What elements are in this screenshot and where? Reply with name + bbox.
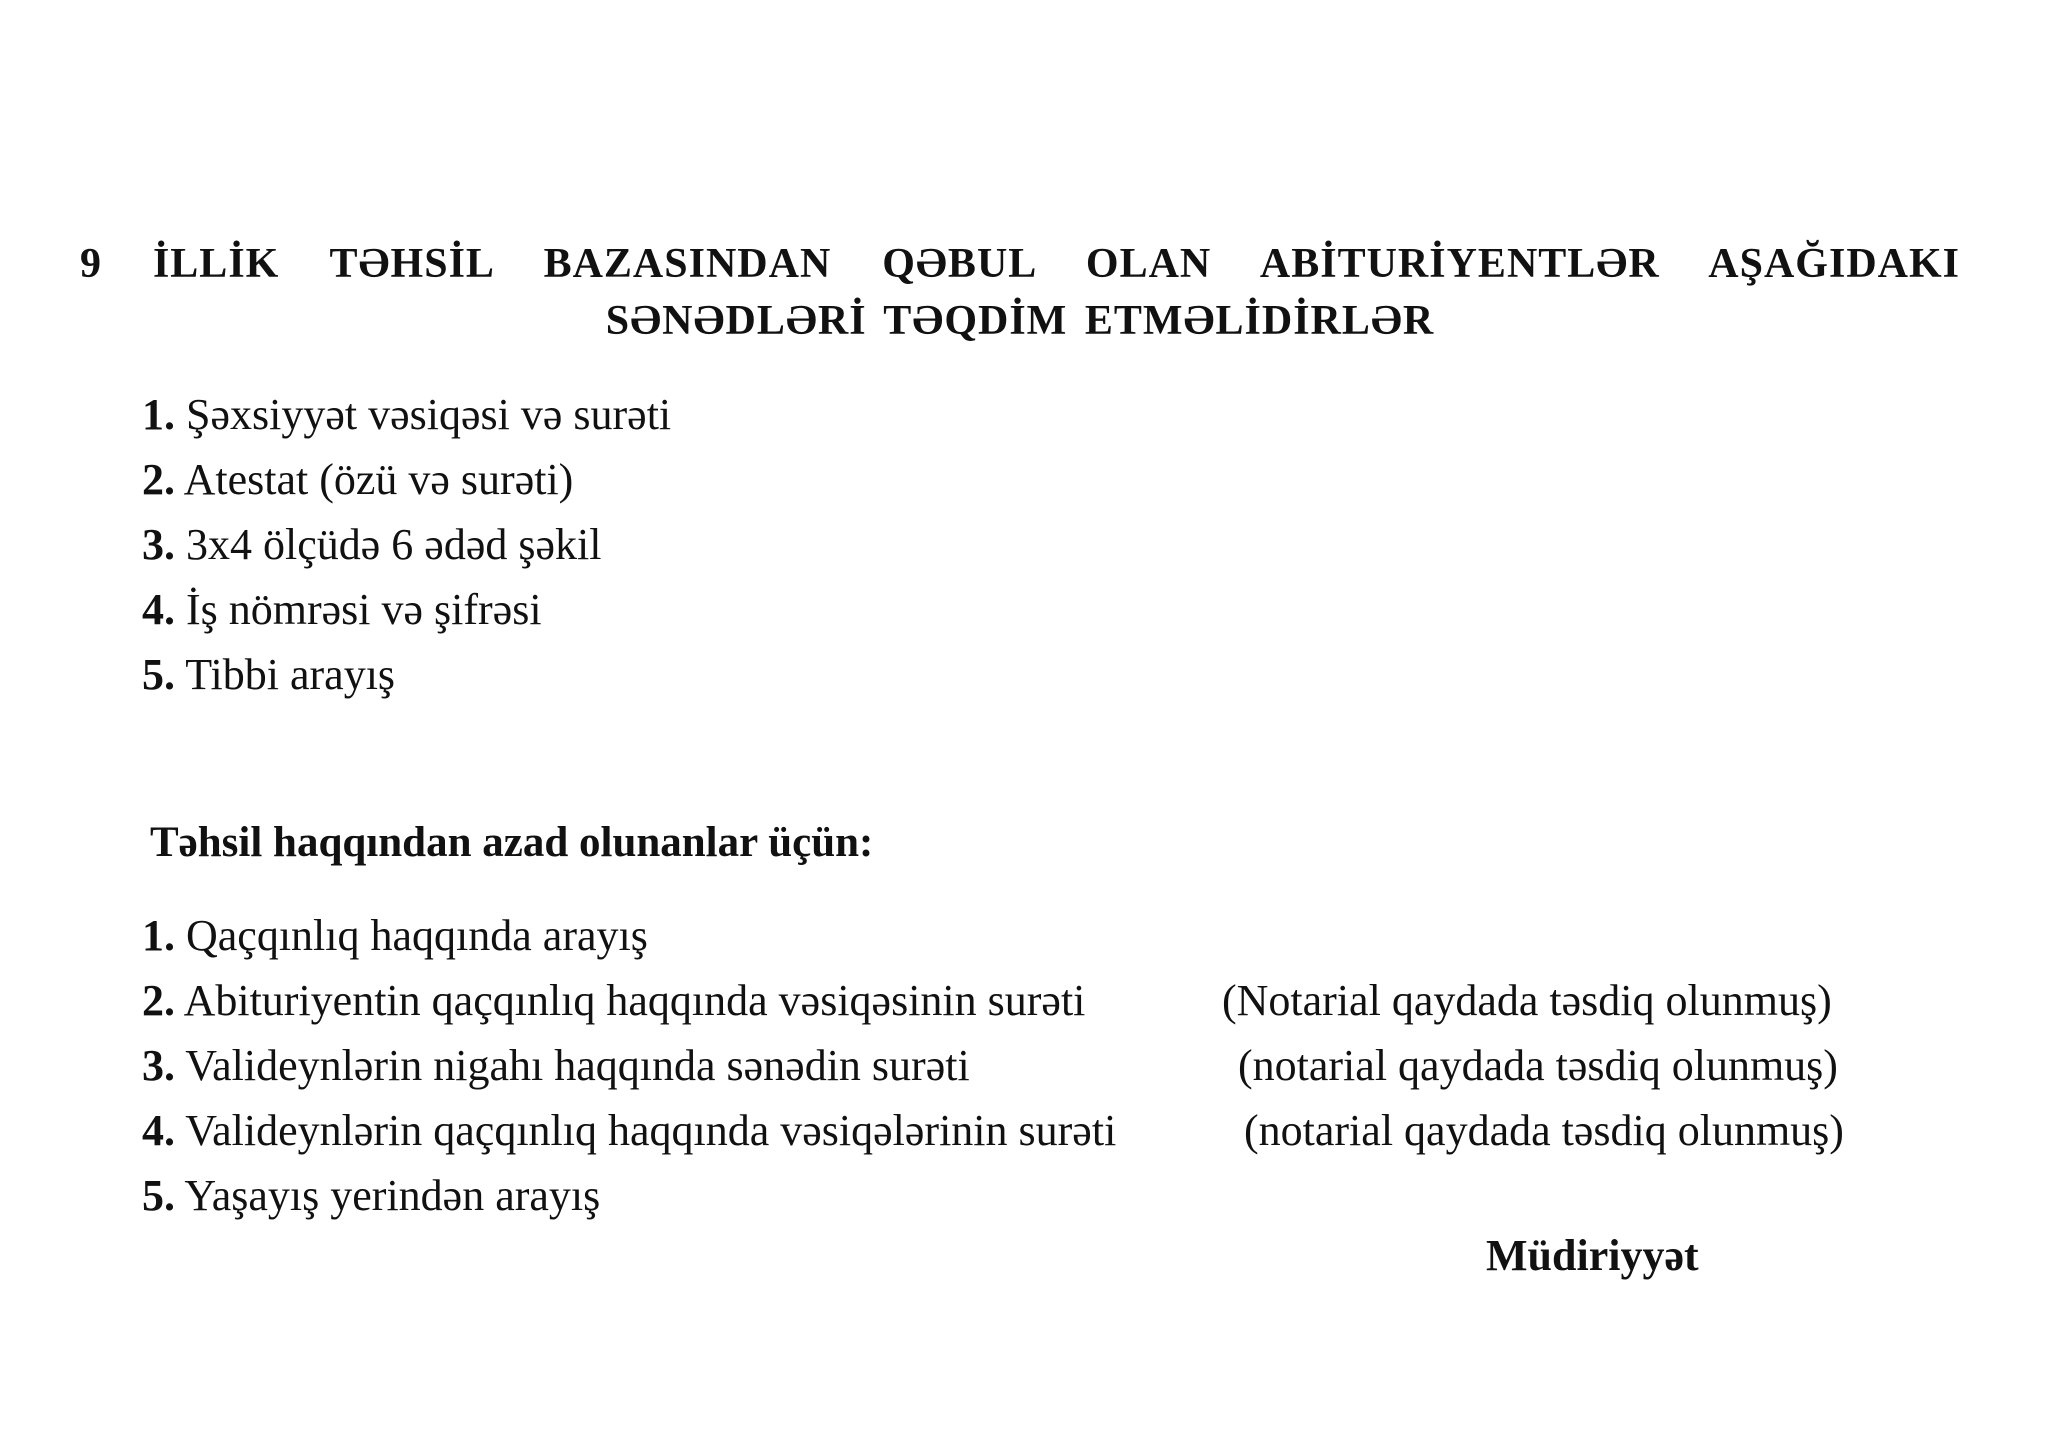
exempt-section-heading: Təhsil haqqından azad olunanlar üçün: <box>150 819 874 866</box>
list-item <box>142 512 671 577</box>
list-item <box>142 642 671 707</box>
item-number: 1. <box>142 390 175 439</box>
list-item <box>142 903 1116 968</box>
item-number: 5. <box>142 650 175 699</box>
page-title-line-1: 9 İLLİK TƏHSİL BAZASINDAN QƏBUL OLAN ABİTURİYENTLƏR AŞAĞIDAKI <box>80 241 1960 287</box>
list-item <box>142 382 671 447</box>
list-item <box>142 1098 1116 1163</box>
item-number: 3. <box>142 520 175 569</box>
list-item <box>142 968 1116 1033</box>
item-text: İş nömrəsi və şifrəsi <box>186 585 542 634</box>
item-number: 4. <box>142 1106 175 1155</box>
item-number: 2. <box>142 976 175 1025</box>
list-item <box>142 1033 1116 1098</box>
item-text: Qaçqınlıq haqqında arayış <box>186 911 648 960</box>
page-title-line-2: SƏNƏDLƏRİ TƏQDİM ETMƏLİDİRLƏR <box>605 298 1435 344</box>
item-text: Abituriyentin qaçqınlıq haqqında vəsiqəsinin surəti <box>183 976 1086 1025</box>
item-text: Atestat (özü və surəti) <box>183 455 574 504</box>
exempt-documents-list <box>142 903 1116 1228</box>
item-number: 5. <box>142 1171 175 1220</box>
item-text: Valideynlərin nigahı haqqında sənədin surəti <box>185 1041 970 1090</box>
notarial-note: (notarial qaydada təsdiq olunmuş) <box>1244 1106 1844 1155</box>
item-number: 4. <box>142 585 175 634</box>
signature-administration: Müdiriyyət <box>1486 1231 1699 1280</box>
item-number: 1. <box>142 911 175 960</box>
notarial-note: (Notarial qaydada təsdiq olunmuş) <box>1222 976 1832 1025</box>
item-number: 2. <box>142 455 175 504</box>
notarial-note: (notarial qaydada təsdiq olunmuş) <box>1238 1041 1838 1090</box>
item-text: 3x4 ölçüdə 6 ədəd şəkil <box>186 520 602 569</box>
item-text: Yaşayış yerindən arayış <box>184 1171 601 1220</box>
required-documents-list <box>142 382 671 707</box>
item-text: Şəxsiyyət vəsiqəsi və surəti <box>186 390 672 439</box>
item-number: 3. <box>142 1041 175 1090</box>
item-text: Valideynlərin qaçqınlıq haqqında vəsiqələrinin surəti <box>185 1106 1117 1155</box>
list-item <box>142 1163 1116 1228</box>
list-item <box>142 447 671 512</box>
list-item <box>142 577 671 642</box>
item-text: Tibbi arayış <box>185 650 396 699</box>
